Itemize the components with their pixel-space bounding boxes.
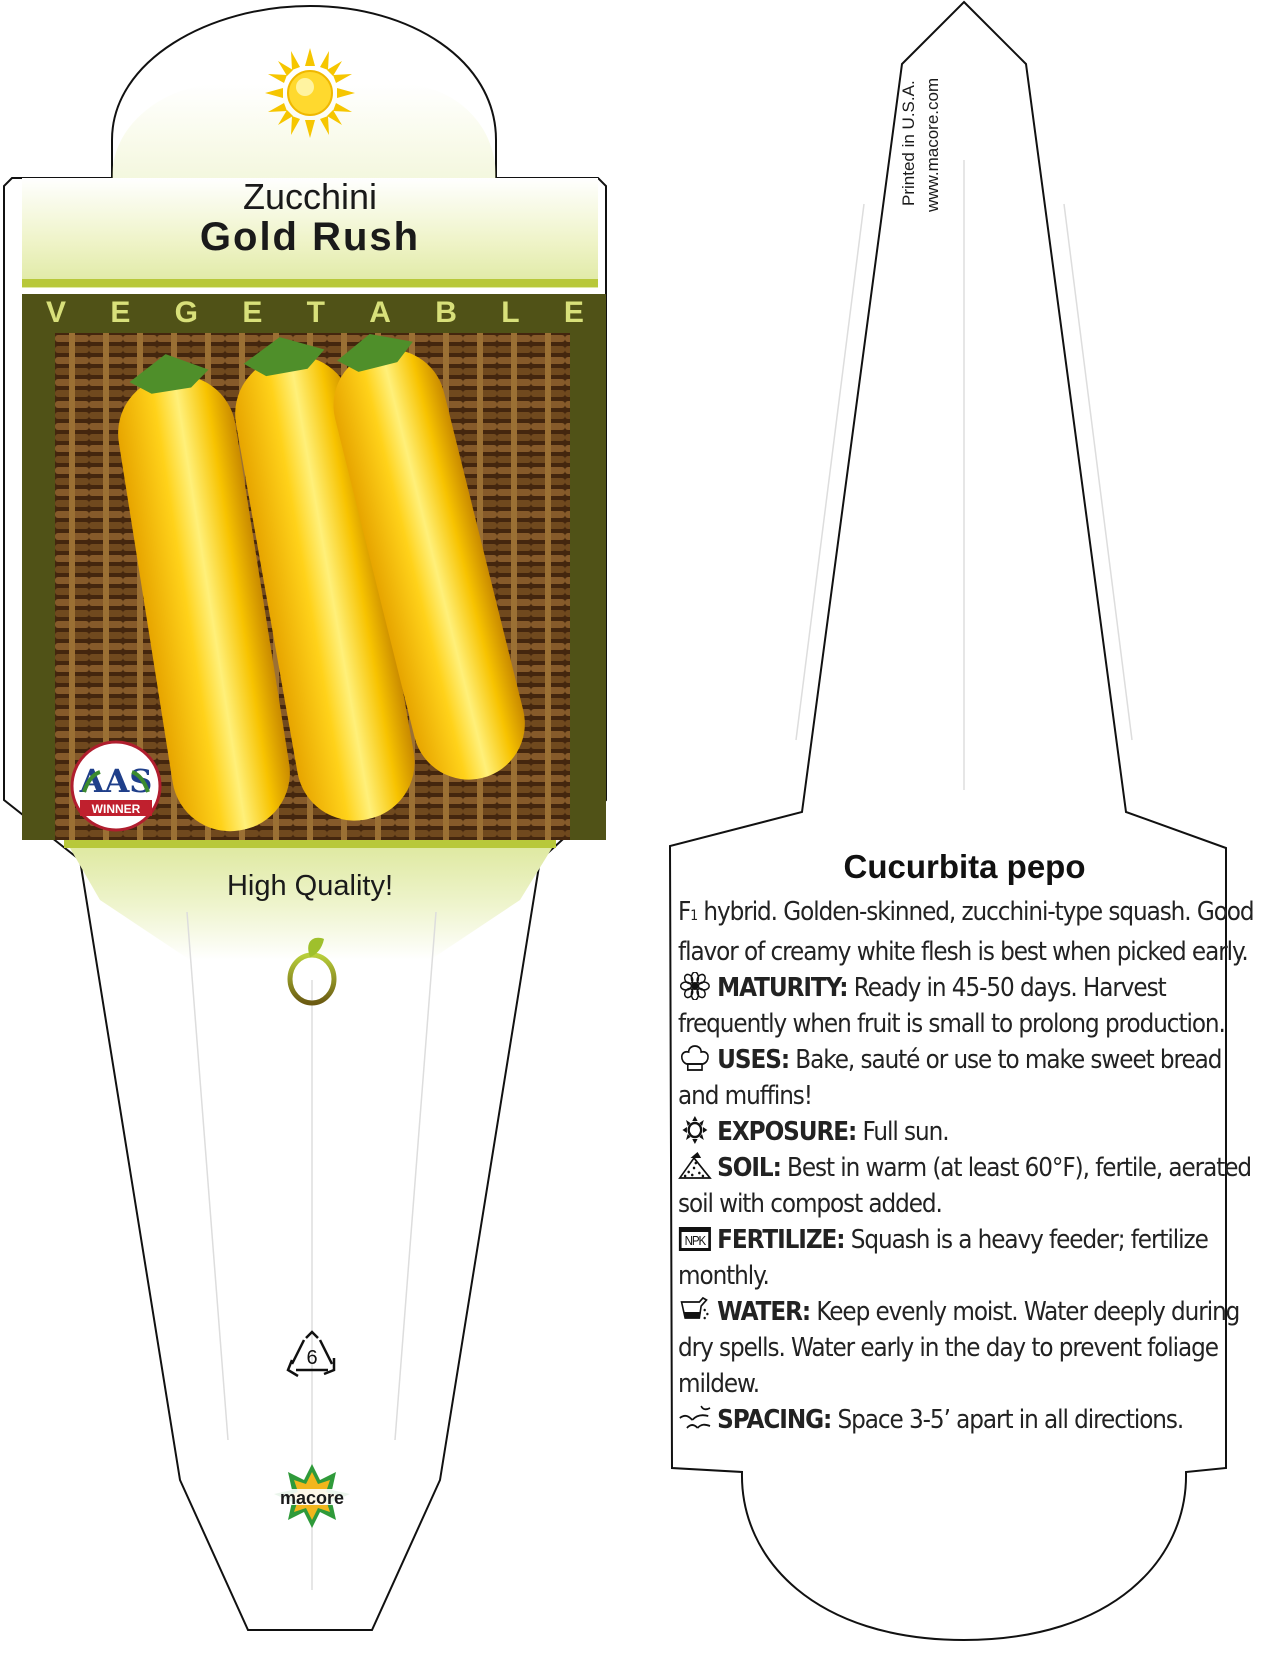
npk-icon: [678, 1224, 712, 1252]
category-letter: T: [306, 296, 325, 329]
maturity-text: Ready in 45-50 days. Harvest frequently when fruit is small to prolong production.: [678, 973, 1225, 1039]
maturity-section: [678, 970, 1258, 1042]
macore-logo: [266, 1462, 358, 1542]
f1-subscript: 1: [690, 908, 698, 924]
back-tag: [652, 0, 1277, 1654]
category-letter: E: [242, 296, 263, 329]
category-letter: A: [369, 296, 391, 329]
winner-text: WINNER: [91, 802, 141, 816]
category-letter: B: [435, 296, 457, 329]
soil-section: [678, 1150, 1258, 1222]
flower-icon: [678, 972, 712, 1000]
fertilize-label: FERTILIZE:: [717, 1225, 845, 1255]
category-letter: V: [46, 296, 67, 329]
sun-icon: [265, 48, 355, 138]
uses-label: USES:: [717, 1045, 790, 1075]
aas-text: AAS: [79, 762, 153, 800]
exposure-text: Full sun.: [856, 1117, 949, 1147]
category-letter: E: [110, 296, 131, 329]
species-name: Cucurbita pepo: [843, 848, 1086, 885]
soil-label: SOIL:: [717, 1153, 781, 1183]
variety-name: Gold Rush: [199, 215, 421, 259]
spacing-icon: [678, 1404, 712, 1432]
intro-paragraph: [678, 894, 1258, 970]
category-letter: E: [563, 296, 584, 329]
exposure-section: [678, 1114, 1258, 1150]
uses-text: Bake, sauté or use to make sweet bread and muffins!: [678, 1045, 1222, 1111]
uses-section: [678, 1042, 1258, 1114]
product-type: Zucchini: [242, 176, 378, 217]
npk-text: NPK: [684, 1233, 706, 1249]
water-text: Keep evenly moist. Water deeply during dry spells. Water early in the day to prevent foliage mildew.: [678, 1297, 1240, 1399]
recycle-icon: [284, 1330, 340, 1382]
chef-hat-icon: [678, 1044, 712, 1072]
category-letter: G: [174, 296, 198, 329]
f1-prefix: F: [678, 897, 691, 927]
growing-info: [678, 894, 1258, 1438]
sprout-icon: [284, 935, 340, 1007]
spacing-text: Space 3-5’ apart in all directions.: [831, 1405, 1184, 1435]
recycle-number: 6: [306, 1347, 318, 1369]
water-section: [678, 1294, 1258, 1402]
fertilize-section: [678, 1222, 1258, 1294]
spacing-label: SPACING:: [717, 1405, 832, 1435]
fertilize-text: Squash is a heavy feeder; fertilize monthly.: [678, 1225, 1208, 1291]
website-url: www.macore.com: [923, 77, 942, 212]
soil-icon: [678, 1152, 712, 1180]
macore-wordmark: macore: [279, 1488, 345, 1508]
tagline: High Quality!: [226, 870, 393, 902]
aas-winner-badge: [70, 740, 162, 832]
front-tag: [0, 0, 620, 1654]
printed-in-usa: Printed in U.S.A.: [899, 80, 918, 206]
sun-icon: [678, 1116, 712, 1144]
spacing-section: [678, 1402, 1258, 1438]
category-label: [30, 296, 600, 330]
exposure-label: EXPOSURE:: [717, 1117, 857, 1147]
intro-text: hybrid. Golden-skinned, zucchini-type squash. Good flavor of creamy white flesh is best when picked early.: [678, 897, 1254, 967]
watering-can-icon: [678, 1296, 712, 1324]
water-label: WATER:: [717, 1297, 811, 1327]
soil-text: Best in warm (at least 60°F), fertile, aerated soil with compost added.: [678, 1153, 1252, 1219]
category-letter: L: [501, 296, 520, 329]
maturity-label: MATURITY:: [717, 973, 848, 1003]
